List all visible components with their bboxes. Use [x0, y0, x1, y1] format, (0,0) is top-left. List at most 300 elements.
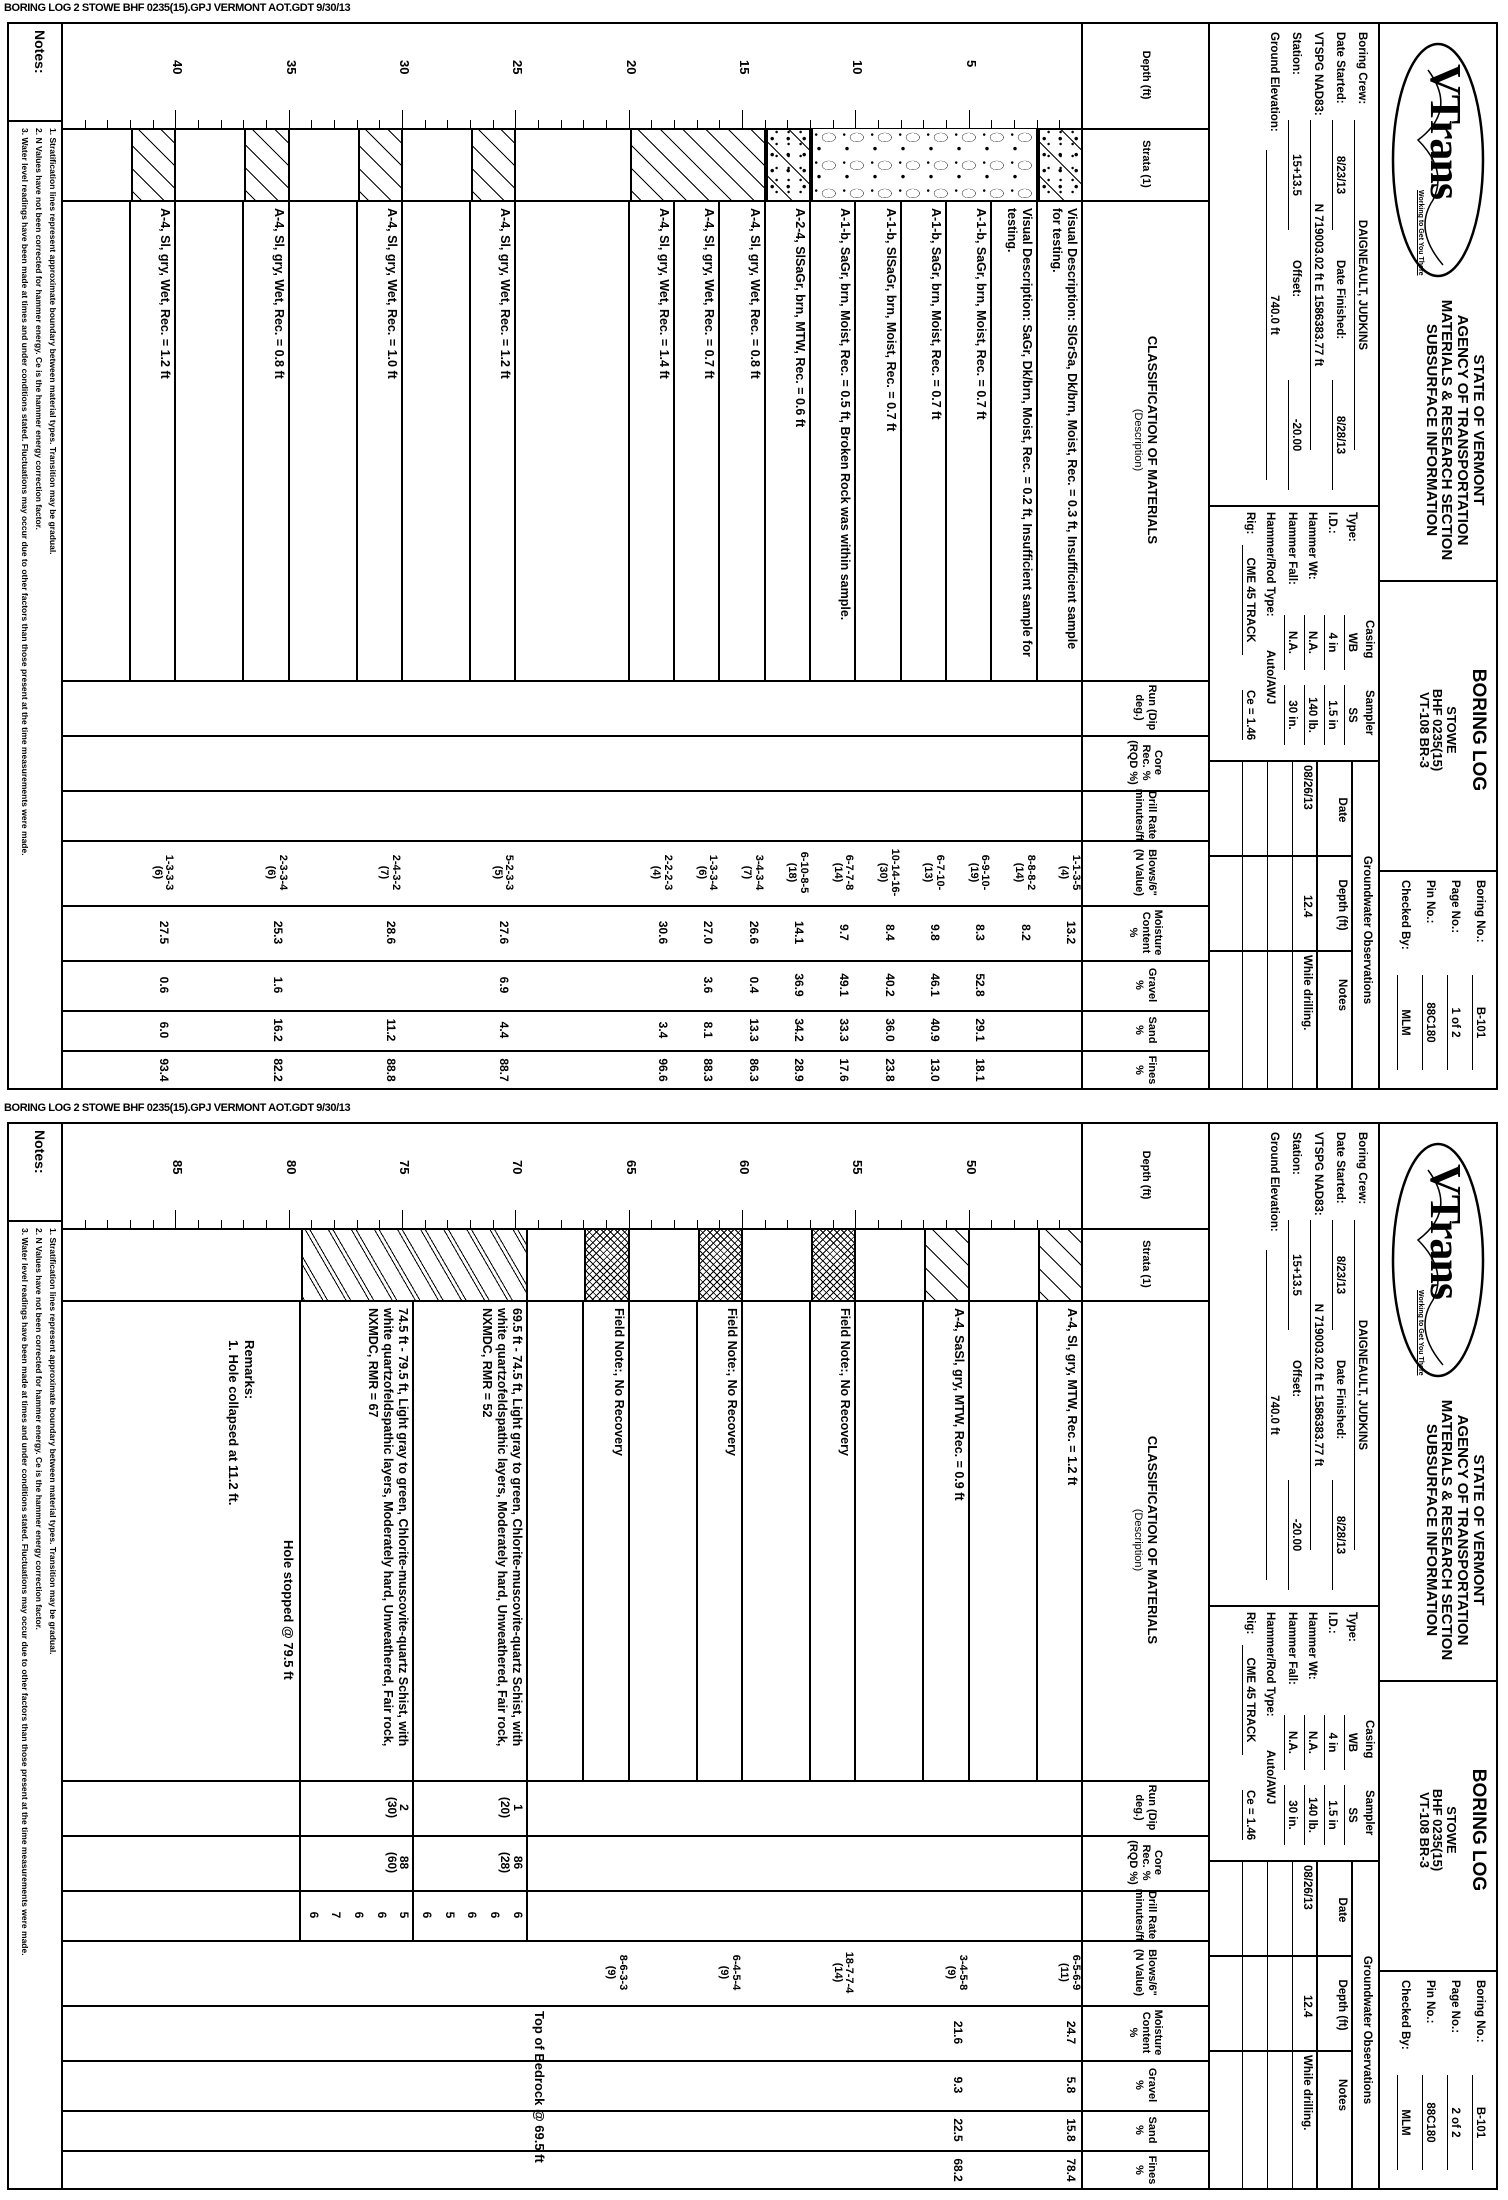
- agency-line: AGENCY OF TRANSPORTATION: [1454, 1414, 1472, 1646]
- sampler-value: 1.5 in: [1324, 1785, 1338, 1845]
- value-moisture: 30.6: [656, 920, 670, 945]
- project-line: VT-108 BR-3: [1416, 692, 1432, 768]
- depth-tick: [765, 1220, 766, 1228]
- value-gravel: 1.6: [270, 976, 285, 994]
- field-value: 88C180: [1422, 2075, 1436, 2170]
- depth-tick-label: 20: [623, 60, 639, 75]
- sampler-value: SS: [1344, 685, 1358, 745]
- sample-boundary: [990, 200, 992, 680]
- n-value: (6): [695, 865, 708, 880]
- hammer-rod-value: Auto/AWJ: [1264, 650, 1276, 705]
- n-value: (6): [151, 865, 164, 880]
- gw-rule: [1267, 1860, 1268, 2190]
- depth-tick: [311, 120, 312, 128]
- sample-boundary: [628, 1300, 630, 1780]
- depth-tick: [991, 120, 992, 128]
- value-sand: 16.2: [270, 1018, 285, 1042]
- blow-sequence: 10-14-16-: [888, 848, 901, 897]
- depth-tick-label: 25: [510, 60, 526, 75]
- depth-tick: [606, 1220, 607, 1228]
- notes-label: Notes:: [32, 1130, 48, 1174]
- sample-boundary: [809, 200, 811, 680]
- column-header-drill-rate: [1083, 1890, 1208, 1940]
- depth-tick: [153, 120, 154, 128]
- strata-sandgrav: [766, 129, 811, 200]
- value-fines: 28.9: [792, 1058, 806, 1082]
- drill-rate-value: 6: [488, 1911, 502, 1919]
- blow-counts: [786, 840, 809, 905]
- drill-rate-value: 6: [374, 1911, 389, 1919]
- strata-diag: [244, 129, 289, 200]
- blow-counts: [605, 1940, 628, 2005]
- agency-line: MATERIALS & RESEARCH SECTION: [1438, 299, 1456, 561]
- ce-value: Ce = 1.46: [1242, 1790, 1256, 1840]
- depth-tick-label: 80: [283, 1160, 299, 1175]
- depth-tick: [1037, 1220, 1038, 1228]
- depth-tick-label: 15: [737, 60, 752, 75]
- column-header-sublabel: (Description): [1132, 1508, 1145, 1572]
- sample-boundary: [854, 1300, 856, 1780]
- depth-tick: [493, 1220, 494, 1228]
- column-header-label: Gravel %: [1133, 2067, 1158, 2103]
- casing-value: 4 in: [1324, 615, 1338, 670]
- casing-value: N.A.: [1304, 615, 1318, 670]
- sample-boundary: [469, 200, 471, 680]
- field-label: Page No.:: [1449, 880, 1461, 934]
- drill-rate-value: 6: [306, 1911, 321, 1919]
- value-fines: 88.8: [384, 1058, 398, 1082]
- value-sand: 11.2: [384, 1018, 398, 1042]
- remarks-label: Remarks:: [241, 1340, 257, 1400]
- blow-sequence: 6-10-8-5: [798, 851, 810, 894]
- depth-tick: [583, 1220, 584, 1228]
- n-value: (30): [877, 862, 890, 883]
- blow-counts: [945, 1940, 968, 2005]
- depth-tick: [606, 120, 607, 128]
- project-block: [1417, 1700, 1458, 1960]
- column-divider: [63, 735, 1208, 737]
- sample-description: A-4, SaSl, gry, MTW, Rec. = 0.9 ft: [951, 1308, 966, 1501]
- log-sheet: [0, 1100, 1508, 2200]
- header-label-station: Station:: [1290, 1132, 1302, 1175]
- column-header-label: Strata (1): [1139, 140, 1152, 188]
- column-divider: [63, 2005, 1208, 2007]
- casing-value: N.A.: [1304, 1715, 1318, 1770]
- casing-row-label: Hammer Fall:: [1286, 1612, 1298, 1685]
- casing-value: WB: [1344, 1715, 1358, 1770]
- value-moisture: 26.6: [746, 920, 761, 945]
- value-moisture: 14.1: [792, 920, 806, 945]
- n-value: (9): [718, 1965, 731, 1980]
- depth-tick: [697, 120, 698, 128]
- casing-row-label: I.D.:: [1326, 512, 1338, 534]
- column-header-label: Sand %: [1133, 1016, 1158, 1044]
- column-divider: [63, 1890, 1208, 1892]
- value-moisture: 9.8: [928, 924, 942, 941]
- column-divider: [63, 680, 1208, 682]
- field-value: 1 of 2: [1447, 975, 1461, 1070]
- notes-rule: [61, 1122, 63, 2190]
- boring-log-title: BORING LOG: [1468, 1768, 1489, 1892]
- gw-rule: [1267, 760, 1268, 1090]
- field-label: Boring No.:: [1474, 1980, 1486, 2043]
- core-recovery: [385, 1835, 410, 1890]
- header-label-date_finished: Date Finished:: [1334, 260, 1346, 340]
- strata-cross: [811, 1229, 856, 1300]
- sample-description: A-4, Sl, gry, Wet, Rec. = 1.4 ft: [657, 208, 671, 379]
- sample-description: A-1-b, SlSaGr, brn, Moist, Rec. = 0.7 ft: [883, 208, 898, 432]
- header-field-checked-by: [1398, 880, 1411, 1080]
- value-moisture: 27.5: [157, 920, 172, 945]
- blow-sequence: 8-8-8-2: [1024, 854, 1037, 891]
- note-line: 2. N Values have not been corrected for hammer energy. Ce is the hammer energy correction factor.: [34, 1228, 44, 1630]
- blow-counts: [967, 840, 990, 905]
- casing-label: Casing: [1363, 1720, 1375, 1759]
- run-boundary: [526, 1300, 528, 1940]
- value-gravel: 46.1: [928, 973, 942, 997]
- value-moisture: 27.0: [701, 920, 716, 945]
- agency-line: STATE OF VERMONT: [1470, 1454, 1487, 1606]
- hole-stopped-note: Hole stopped @ 79.5 ft: [281, 1540, 296, 1680]
- sample-description: Field Note:, No Recovery: [838, 1308, 853, 1456]
- column-header-label: Drill Rate minutes/ft: [1133, 788, 1158, 842]
- sample-boundary: [401, 200, 403, 680]
- depth-tick: [447, 1220, 448, 1228]
- strata-diag: [358, 129, 403, 200]
- blow-sequence: 6-7-7-8: [843, 854, 856, 891]
- depth-tick: [742, 110, 743, 128]
- strata-diag: [471, 129, 516, 200]
- value-gravel: 40.2: [882, 973, 897, 997]
- blow-sequence: 2-2-2-3: [662, 854, 674, 891]
- log-frame: [0, 1100, 1508, 2200]
- depth-tick: [855, 110, 856, 128]
- column-header-label: Core Rec. % (RQD %): [1127, 1840, 1164, 1885]
- header-value-ground_elev: 740.0 ft: [1266, 1250, 1280, 1580]
- sample-boundary: [514, 200, 516, 680]
- depth-tick: [493, 120, 494, 128]
- sample-boundary: [1081, 200, 1083, 680]
- sample-boundary: [129, 200, 131, 680]
- value-gravel: 0.6: [157, 976, 172, 994]
- header-value-vtspg: N 719003.02 ft E 1586383.77 ft: [1310, 1220, 1324, 1550]
- n-value: (9): [605, 1965, 618, 1980]
- depth-tick: [425, 120, 426, 128]
- value-moisture: 8.2: [1018, 924, 1033, 941]
- header-value-date_finished: 8/28/13: [1332, 380, 1346, 490]
- depth-tick-label: 60: [737, 1160, 752, 1175]
- sample-boundary: [741, 1300, 743, 1780]
- blow-counts: [151, 840, 174, 905]
- depth-tick: [651, 1220, 652, 1228]
- depth-tick: [289, 110, 290, 128]
- field-label: Checked By:: [1399, 880, 1411, 950]
- core-recovery: [498, 1835, 523, 1890]
- depth-tick: [198, 1220, 199, 1228]
- sample-boundary: [900, 200, 902, 680]
- casing-value: N.A.: [1284, 1715, 1298, 1770]
- casing-row-label: Hammer Fall:: [1286, 512, 1298, 585]
- value-fines: 23.8: [882, 1058, 897, 1082]
- column-header-label: Drill Rate minutes/ft: [1133, 1888, 1158, 1942]
- column-header-moisture: [1083, 905, 1208, 960]
- gw-divider: [1208, 855, 1353, 857]
- gw-rule: [1292, 760, 1293, 1090]
- run-dip: (30): [384, 1796, 399, 1819]
- column-header-label: Depth (ft): [1139, 1150, 1152, 1200]
- depth-tick: [379, 1220, 380, 1228]
- gw-date-value: 08/26/13: [1301, 765, 1313, 810]
- column-header-sand: [1083, 1010, 1208, 1050]
- header-label-date_finished: Date Finished:: [1334, 1360, 1346, 1440]
- sample-description: A-4, Sl, gry, Wet, Rec. = 1.2 ft: [158, 208, 173, 379]
- project-line: VT-108 BR-3: [1416, 1792, 1432, 1868]
- gw-date-value: 08/26/13: [1301, 1865, 1313, 1910]
- hammer-rod-value: Auto/AWJ: [1264, 1750, 1276, 1805]
- note-line: 1. Stratification lines represent approximate boundary between material types. Transition may be gradual.: [48, 128, 58, 555]
- value-sand: 29.1: [973, 1018, 988, 1042]
- blow-sequence: 8-6-3-3: [616, 1954, 629, 1991]
- groundwater-title: Groundwater Observations: [1361, 1955, 1373, 2105]
- gw-rule: [1292, 1860, 1293, 2190]
- column-header-label: CLASSIFICATION OF MATERIALS: [1144, 335, 1160, 545]
- run-value: 2: [397, 1804, 412, 1811]
- depth-tick: [402, 1210, 403, 1228]
- logo-wordmark: VTrans: [1421, 64, 1470, 199]
- header-value-vtspg: N 719003.02 ft E 1586383.77 ft: [1310, 120, 1324, 450]
- column-header-gravel: [1083, 960, 1208, 1010]
- depth-tick: [130, 120, 131, 128]
- vtrans-logo: [1388, 40, 1488, 280]
- column-header-label: Depth (ft): [1139, 50, 1152, 100]
- gw-rule: [1316, 1860, 1318, 2190]
- header-value-offset: -20.00: [1288, 380, 1302, 490]
- blow-counts: [1058, 1940, 1081, 2005]
- column-divider: [63, 1228, 1208, 1230]
- sampler-value: 30 in.: [1284, 685, 1298, 745]
- value-gravel: 6.9: [497, 976, 512, 994]
- rqd-value: (28): [498, 1851, 513, 1874]
- gw-col-header: Depth (ft): [1336, 1979, 1348, 2031]
- blow-sequence: 2-3-3-4: [276, 854, 289, 891]
- value-fines: 13.0: [928, 1058, 942, 1082]
- header-divider-h: [1378, 1122, 1380, 2190]
- strata-sandgrav: [1038, 129, 1083, 200]
- value-fines: 82.2: [270, 1058, 285, 1082]
- gw-col-header: Notes: [1336, 2079, 1348, 2111]
- casing-divider-v: [1208, 760, 1380, 762]
- sample-boundary: [922, 1300, 924, 1780]
- blow-sequence: 1-3-3-3: [163, 854, 176, 891]
- header-label-date_started: Date Started:: [1334, 1132, 1346, 1204]
- gw-divider: [1208, 1955, 1353, 1957]
- boring-log-title: BORING LOG: [1468, 668, 1489, 792]
- note-line: 3. Water level readings have been made at times and under conditions stated. Fluctuations may occur due to other factors than those present at the time measurements were made.: [20, 128, 30, 856]
- n-value: (7): [378, 865, 391, 880]
- n-value: (4): [650, 865, 663, 880]
- depth-tick-label: 5: [963, 60, 979, 68]
- crew-divider-v: [1208, 1605, 1380, 1607]
- column-header-gravel: [1083, 2060, 1208, 2110]
- column-divider: [63, 905, 1208, 907]
- blow-sequence: 1-3-3-4: [707, 854, 720, 891]
- blow-sequence: 5-2-3-3: [503, 854, 516, 891]
- value-moisture: 24.7: [1064, 2020, 1078, 2045]
- drill-rate-value: 6: [420, 1911, 434, 1919]
- column-divider: [63, 960, 1208, 962]
- sampler-value: 140 lb.: [1304, 1785, 1318, 1845]
- sample-boundary: [945, 200, 947, 680]
- gw-rule: [1242, 760, 1243, 1090]
- gw-col-header: Depth (ft): [1336, 879, 1348, 931]
- sample-description: A-4, Sl, gry, Wet, Rec. = 0.8 ft: [747, 208, 762, 379]
- blow-sequence: 3-4-3-4: [752, 854, 765, 891]
- sample-boundary: [174, 200, 176, 680]
- field-value: MLM: [1397, 975, 1411, 1070]
- value-fines: 96.6: [656, 1058, 670, 1082]
- run-value: 1: [510, 1804, 525, 1811]
- agency-line: SUBSURFACE INFORMATION: [1422, 1423, 1440, 1637]
- sample-boundary: [242, 200, 244, 680]
- run-dip: (20): [498, 1796, 513, 1819]
- header-label-offset: Offset:: [1290, 260, 1302, 298]
- header-value-ground_elev: 740.0 ft: [1266, 150, 1280, 480]
- vtrans-logo: [1388, 1140, 1488, 1380]
- field-value: B-101: [1472, 2075, 1486, 2170]
- header-value-boring_crew: DAIGNEAULT, JUDKINS: [1354, 1220, 1368, 1550]
- sampler-value: 1.5 in: [1324, 685, 1338, 745]
- boring-log-page-2: [0, 1100, 1508, 2200]
- depth-tick: [107, 120, 108, 128]
- gw-col-header: Notes: [1336, 979, 1348, 1011]
- depth-tick: [1037, 120, 1038, 128]
- depth-tick: [878, 1220, 879, 1228]
- n-value: (9): [945, 1965, 958, 1980]
- depth-tick: [651, 120, 652, 128]
- column-header-label: Gravel %: [1133, 967, 1158, 1003]
- value-fines: 93.4: [157, 1058, 172, 1082]
- depth-tick: [878, 120, 879, 128]
- column-divider: [63, 790, 1208, 792]
- rig-value: CME 45 TRACK: [1242, 545, 1256, 655]
- sample-boundary: [809, 1300, 811, 1780]
- sample-description: A-2-4, SlSaGr, brn, MTW, Rec. = 0.6 ft: [793, 208, 807, 428]
- depth-tick-label: 40: [170, 60, 186, 75]
- n-value: (7): [741, 865, 754, 880]
- depth-tick: [311, 1220, 312, 1228]
- value-fines: 78.4: [1064, 2158, 1078, 2182]
- field-label: Page No.:: [1449, 1980, 1461, 2034]
- sample-boundary: [628, 200, 630, 680]
- value-moisture: 9.7: [837, 924, 852, 941]
- drill-rate-value: 6: [465, 1911, 480, 1919]
- value-sand: 15.8: [1064, 2118, 1078, 2142]
- sample-description: Field Note:, No Recovery: [611, 1308, 626, 1456]
- column-header-label: Blows/6" (N Value): [1133, 848, 1158, 897]
- depth-tick: [1059, 120, 1060, 128]
- value-fines: 68.2: [950, 2158, 965, 2182]
- sample-description: Visual Description: SlGrSa, Dk/brn, Moist, Rec. = 0.3 ft, Insufficient sample for testing.: [1050, 208, 1079, 650]
- column-header-core-rec: [1083, 1835, 1208, 1890]
- field-value: 88C180: [1422, 975, 1436, 1070]
- agency-block: [1423, 1390, 1486, 1670]
- depth-tick: [1014, 120, 1015, 128]
- header-label-boring_crew: Boring Crew:: [1356, 32, 1368, 105]
- column-header-label: Core Rec. % (RQD %): [1127, 740, 1164, 785]
- depth-tick: [107, 1220, 108, 1228]
- core-rec-value: 88: [397, 1855, 412, 1870]
- sample-description: A-1-b, SaGr, brn, Moist, Rec. = 0.5 ft, Broken Rock was within sample.: [838, 208, 853, 621]
- notes-rule: [61, 22, 63, 1090]
- value-moisture: 8.4: [882, 924, 897, 941]
- column-header-fines: [1083, 2150, 1208, 2190]
- value-gravel: 9.3: [950, 2076, 965, 2094]
- depth-tick: [923, 1220, 924, 1228]
- header-divider-h: [1378, 22, 1380, 1090]
- logo-tagline: Working to Get You There: [1417, 190, 1424, 276]
- depth-tick: [379, 120, 380, 128]
- column-divider: [63, 1780, 1208, 1782]
- casing-value: WB: [1344, 615, 1358, 670]
- depth-tick-label: 65: [623, 1160, 639, 1175]
- depth-tick: [833, 120, 834, 128]
- blow-sequence: 6-4-5-4: [730, 1954, 742, 1991]
- depth-tick: [221, 120, 222, 128]
- depth-tick: [266, 1220, 267, 1228]
- column-header-drill-rate: [1083, 790, 1208, 840]
- project-line: STOWE: [1444, 706, 1459, 754]
- value-gravel: 52.8: [973, 973, 988, 997]
- blow-counts: [922, 840, 945, 905]
- depth-tick: [515, 1210, 516, 1228]
- column-header-label: Moisture Content %: [1127, 909, 1164, 956]
- header-field-page-number: [1448, 880, 1461, 1080]
- header-value-station: 15+13.5: [1288, 1220, 1302, 1330]
- column-header-strata: [1083, 1228, 1208, 1300]
- blow-sequence: 6-7-10-: [934, 854, 946, 891]
- rig-label: Rig:: [1244, 1612, 1256, 1635]
- column-header-label: Blows/6" (N Value): [1133, 1948, 1158, 1997]
- value-fines: 86.3: [746, 1058, 761, 1082]
- depth-tick: [810, 1220, 811, 1228]
- casing-divider-v: [1208, 1860, 1380, 1862]
- depth-tick: [538, 1220, 539, 1228]
- sample-boundary: [696, 1300, 698, 1780]
- note-line: 1. Stratification lines represent approximate boundary between material types. Transition may be gradual.: [48, 1228, 58, 1655]
- value-sand: 8.1: [701, 1021, 716, 1039]
- column-header-label: Fines %: [1133, 1055, 1158, 1085]
- sample-description: Visual Description: SaGr, Dk/brn, Moist, Rec. = 0.2 ft, Insufficient sample for testing.: [1004, 208, 1034, 657]
- sampler-value: 140 lb.: [1304, 685, 1318, 745]
- header-field-pin-number: [1423, 1980, 1436, 2180]
- title-divider-v: [1380, 870, 1498, 872]
- sample-boundary: [854, 200, 856, 680]
- header-label-boring_crew: Boring Crew:: [1356, 1132, 1368, 1205]
- field-label: Boring No.:: [1474, 880, 1486, 943]
- depth-tick-label: 55: [850, 1160, 866, 1175]
- depth-tick: [765, 120, 766, 128]
- depth-tick: [425, 1220, 426, 1228]
- depth-tick: [969, 1210, 970, 1228]
- strata-gravel: [811, 129, 1038, 200]
- agency-block: [1423, 290, 1486, 570]
- strata-diag: [1038, 1229, 1083, 1300]
- depth-tick: [697, 1220, 698, 1228]
- agency-line: SUBSURFACE INFORMATION: [1422, 323, 1440, 537]
- depth-tick: [538, 120, 539, 128]
- depth-tick: [470, 120, 471, 128]
- drill-rate-value: 6: [510, 1911, 525, 1919]
